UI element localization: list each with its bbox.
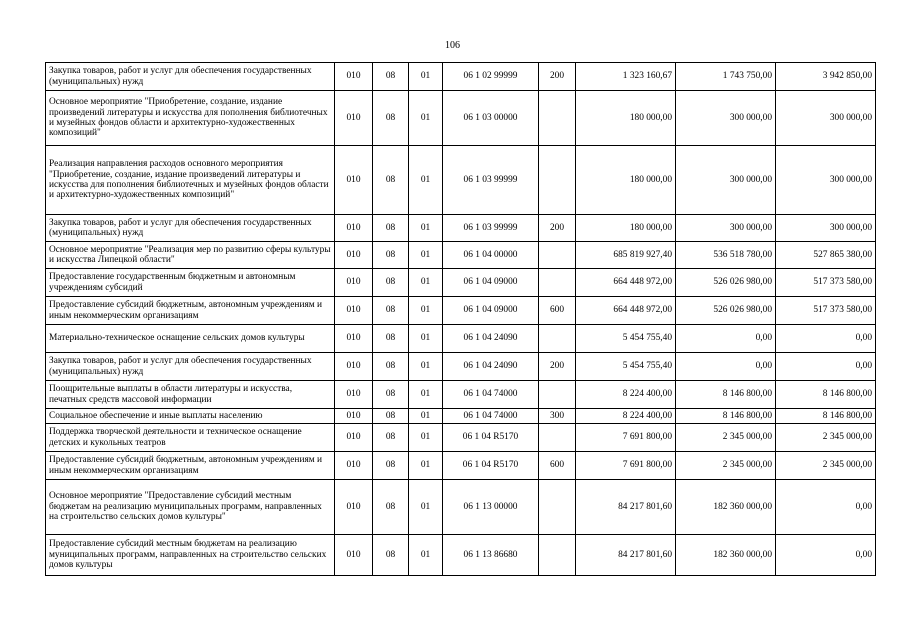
amount-year-3: 300 000,00 [776, 146, 876, 215]
target-article-code: 06 1 02 99999 [443, 63, 539, 91]
section-code: 08 [373, 215, 409, 242]
ministry-code: 010 [335, 242, 373, 269]
section-code: 08 [373, 242, 409, 269]
ministry-code: 010 [335, 215, 373, 242]
expense-type-code: 200 [539, 353, 576, 381]
row-description: Поддержка творческой деятельности и техническое оснащение детских и кукольных театров [46, 424, 335, 452]
ministry-code: 010 [335, 91, 373, 146]
row-description: Закупка товаров, работ и услуг для обеспечения государственных (муниципальных) нужд [46, 353, 335, 381]
row-description: Основное мероприятие "Реализация мер по развитию сферы культуры и искусства Липецкой области" [46, 242, 335, 269]
table-row [46, 269, 876, 297]
table-row [46, 146, 876, 215]
ministry-code: 010 [335, 452, 373, 480]
amount-year-2: 8 146 800,00 [676, 409, 776, 424]
amount-year-1: 664 448 972,00 [576, 269, 676, 297]
subsection-code: 01 [409, 297, 443, 325]
ministry-code: 010 [335, 535, 373, 576]
expense-type-code: 300 [539, 409, 576, 424]
subsection-code: 01 [409, 480, 443, 535]
amount-year-3: 300 000,00 [776, 215, 876, 242]
ministry-code: 010 [335, 297, 373, 325]
expense-type-code: 600 [539, 297, 576, 325]
amount-year-1: 1 323 160,67 [576, 63, 676, 91]
target-article-code: 06 1 04 74000 [443, 409, 539, 424]
row-description: Предоставление государственным бюджетным и автономным учреждениям субсидий [46, 269, 335, 297]
target-article-code: 06 1 04 24090 [443, 353, 539, 381]
amount-year-1: 180 000,00 [576, 146, 676, 215]
subsection-code: 01 [409, 381, 443, 409]
target-article-code: 06 1 03 99999 [443, 215, 539, 242]
amount-year-1: 8 224 400,00 [576, 381, 676, 409]
amount-year-1: 180 000,00 [576, 215, 676, 242]
expense-type-code: 200 [539, 63, 576, 91]
amount-year-3: 8 146 800,00 [776, 409, 876, 424]
ministry-code: 010 [335, 269, 373, 297]
amount-year-1: 7 691 800,00 [576, 452, 676, 480]
expense-type-code [539, 269, 576, 297]
amount-year-2: 8 146 800,00 [676, 381, 776, 409]
section-code: 08 [373, 409, 409, 424]
subsection-code: 01 [409, 91, 443, 146]
amount-year-1: 7 691 800,00 [576, 424, 676, 452]
subsection-code: 01 [409, 424, 443, 452]
table-row [46, 215, 876, 242]
expense-type-code [539, 535, 576, 576]
subsection-code: 01 [409, 215, 443, 242]
target-article-code: 06 1 04 09000 [443, 297, 539, 325]
amount-year-2: 0,00 [676, 325, 776, 353]
expense-type-code [539, 325, 576, 353]
amount-year-3: 527 865 380,00 [776, 242, 876, 269]
target-article-code: 06 1 04 R5170 [443, 452, 539, 480]
table-row [46, 535, 876, 576]
row-description: Предоставление субсидий местным бюджетам на реализацию муниципальных программ, направленных на строительство сельских домов культуры [46, 535, 335, 576]
target-article-code: 06 1 04 24090 [443, 325, 539, 353]
amount-year-2: 526 026 980,00 [676, 297, 776, 325]
row-description: Закупка товаров, работ и услуг для обеспечения государственных (муниципальных) нужд [46, 63, 335, 91]
table-row [46, 353, 876, 381]
amount-year-2: 300 000,00 [676, 215, 776, 242]
ministry-code: 010 [335, 409, 373, 424]
table-row [46, 91, 876, 146]
target-article-code: 06 1 04 00000 [443, 242, 539, 269]
subsection-code: 01 [409, 63, 443, 91]
amount-year-2: 2 345 000,00 [676, 424, 776, 452]
table-row [46, 325, 876, 353]
table-row [46, 297, 876, 325]
target-article-code: 06 1 13 00000 [443, 480, 539, 535]
amount-year-2: 536 518 780,00 [676, 242, 776, 269]
amount-year-3: 2 345 000,00 [776, 424, 876, 452]
ministry-code: 010 [335, 63, 373, 91]
subsection-code: 01 [409, 353, 443, 381]
amount-year-3: 0,00 [776, 480, 876, 535]
page-number: 106 [445, 40, 460, 51]
row-description: Социальное обеспечение и иные выплаты населению [46, 409, 335, 424]
section-code: 08 [373, 269, 409, 297]
target-article-code: 06 1 04 R5170 [443, 424, 539, 452]
ministry-code: 010 [335, 424, 373, 452]
amount-year-3: 0,00 [776, 353, 876, 381]
subsection-code: 01 [409, 146, 443, 215]
amount-year-3: 300 000,00 [776, 91, 876, 146]
amount-year-2: 182 360 000,00 [676, 480, 776, 535]
amount-year-2: 0,00 [676, 353, 776, 381]
section-code: 08 [373, 535, 409, 576]
ministry-code: 010 [335, 381, 373, 409]
table-row [46, 381, 876, 409]
table-row [46, 242, 876, 269]
subsection-code: 01 [409, 409, 443, 424]
amount-year-1: 180 000,00 [576, 91, 676, 146]
row-description: Поощрительные выплаты в области литературы и искусства, печатных средств массовой информации [46, 381, 335, 409]
amount-year-2: 526 026 980,00 [676, 269, 776, 297]
section-code: 08 [373, 381, 409, 409]
target-article-code: 06 1 03 00000 [443, 91, 539, 146]
target-article-code: 06 1 04 74000 [443, 381, 539, 409]
section-code: 08 [373, 424, 409, 452]
amount-year-1: 5 454 755,40 [576, 353, 676, 381]
table-row [46, 409, 876, 424]
section-code: 08 [373, 146, 409, 215]
row-description: Предоставление субсидий бюджетным, автономным учреждениям и иным некоммерческим организациям [46, 297, 335, 325]
section-code: 08 [373, 297, 409, 325]
amount-year-2: 1 743 750,00 [676, 63, 776, 91]
amount-year-1: 84 217 801,60 [576, 480, 676, 535]
expense-type-code: 200 [539, 215, 576, 242]
target-article-code: 06 1 13 86680 [443, 535, 539, 576]
amount-year-1: 664 448 972,00 [576, 297, 676, 325]
subsection-code: 01 [409, 242, 443, 269]
table-row [46, 63, 876, 91]
amount-year-1: 685 819 927,40 [576, 242, 676, 269]
expense-type-code [539, 480, 576, 535]
amount-year-3: 0,00 [776, 325, 876, 353]
section-code: 08 [373, 452, 409, 480]
amount-year-1: 8 224 400,00 [576, 409, 676, 424]
row-description: Основное мероприятие "Приобретение, создание, издание произведений литературы и искусства для пополнения библиотечных и музейных фондов области и архитектурно-художественных композиций" [46, 91, 335, 146]
subsection-code: 01 [409, 269, 443, 297]
amount-year-1: 5 454 755,40 [576, 325, 676, 353]
target-article-code: 06 1 04 09000 [443, 269, 539, 297]
section-code: 08 [373, 91, 409, 146]
amount-year-3: 8 146 800,00 [776, 381, 876, 409]
expense-type-code [539, 381, 576, 409]
subsection-code: 01 [409, 535, 443, 576]
expense-type-code [539, 146, 576, 215]
expense-type-code [539, 91, 576, 146]
row-description: Предоставление субсидий бюджетным, автономным учреждениям и иным некоммерческим организациям [46, 452, 335, 480]
amount-year-3: 517 373 580,00 [776, 269, 876, 297]
expense-type-code: 600 [539, 452, 576, 480]
amount-year-2: 2 345 000,00 [676, 452, 776, 480]
target-article-code: 06 1 03 99999 [443, 146, 539, 215]
amount-year-3: 2 345 000,00 [776, 452, 876, 480]
ministry-code: 010 [335, 353, 373, 381]
amount-year-3: 0,00 [776, 535, 876, 576]
row-description: Реализация направления расходов основного мероприятия "Приобретение, создание, издание произведений литературы и искусства для пополнения библиотечных и музейных фондов области и архитектурно-художественных композиций" [46, 146, 335, 215]
section-code: 08 [373, 353, 409, 381]
budget-table [45, 62, 876, 576]
section-code: 08 [373, 325, 409, 353]
subsection-code: 01 [409, 452, 443, 480]
table-row [46, 452, 876, 480]
ministry-code: 010 [335, 480, 373, 535]
section-code: 08 [373, 480, 409, 535]
amount-year-2: 182 360 000,00 [676, 535, 776, 576]
row-description: Материально-техническое оснащение сельских домов культуры [46, 325, 335, 353]
section-code: 08 [373, 63, 409, 91]
row-description: Закупка товаров, работ и услуг для обеспечения государственных (муниципальных) нужд [46, 215, 335, 242]
ministry-code: 010 [335, 146, 373, 215]
amount-year-2: 300 000,00 [676, 91, 776, 146]
ministry-code: 010 [335, 325, 373, 353]
table-row [46, 480, 876, 535]
amount-year-2: 300 000,00 [676, 146, 776, 215]
amount-year-3: 517 373 580,00 [776, 297, 876, 325]
amount-year-1: 84 217 801,60 [576, 535, 676, 576]
row-description: Основное мероприятие "Предоставление субсидий местным бюджетам на реализацию муниципальных программ, направленных на строительство сельских домов культуры" [46, 480, 335, 535]
table-row [46, 424, 876, 452]
subsection-code: 01 [409, 325, 443, 353]
expense-type-code [539, 424, 576, 452]
amount-year-3: 3 942 850,00 [776, 63, 876, 91]
expense-type-code [539, 242, 576, 269]
